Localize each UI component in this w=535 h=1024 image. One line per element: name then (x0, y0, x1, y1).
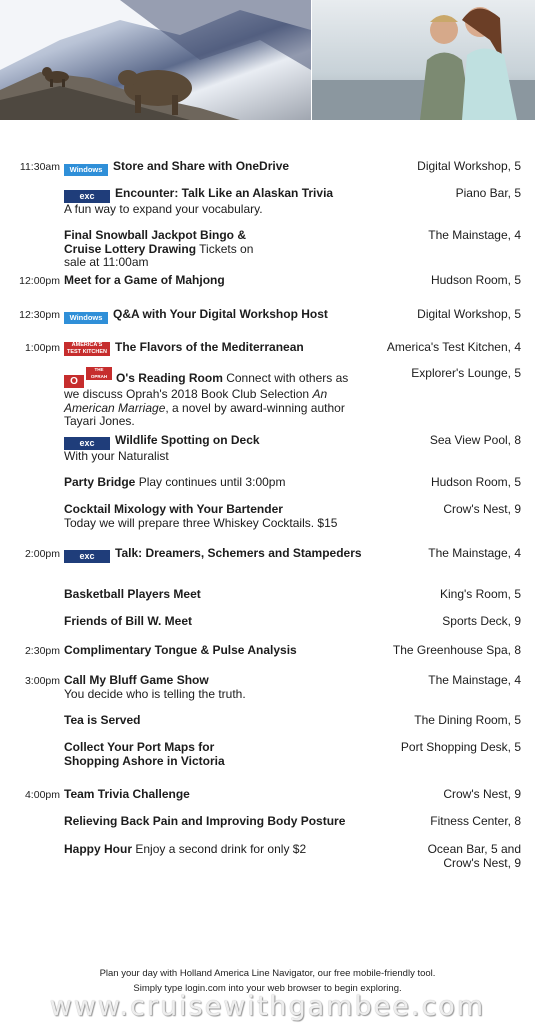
event-details (64, 274, 364, 288)
event-details (64, 714, 364, 728)
event-title: Encounter: Talk Like an Alaskan Trivia (115, 186, 334, 200)
event-details (64, 674, 364, 701)
event-title: Call My Bluff Game Show (64, 673, 209, 687)
event-details (64, 644, 364, 658)
event-title: Talk: Dreamers, Schemers and Stampeders (115, 546, 362, 560)
oprah-o-logo-icon: O (64, 375, 84, 388)
event-title: Meet for a Game of Mahjong (64, 273, 225, 287)
windows-logo-icon: Windows (64, 312, 108, 324)
event-time: 1:00pm (24, 342, 60, 354)
event-title: Friends of Bill W. Meet (64, 614, 193, 628)
event-description: Today we will prepare three Whiskey Cocktails. $15 (64, 515, 338, 530)
event-title: Party Bridge (64, 475, 136, 489)
event-time: 12:30pm (19, 309, 60, 321)
event-description: You decide who is telling the truth. (64, 686, 246, 701)
event-location: Fitness Center, 8 (430, 814, 521, 828)
exc-logo-icon: exc (64, 190, 110, 203)
event-title: Team Trivia Challenge (64, 787, 190, 801)
event-description: Connect with others as we discuss Oprah's 2018 Book Club Selection (64, 371, 349, 401)
event-details (64, 476, 364, 490)
event-location: The Mainstage, 4 (428, 673, 521, 687)
event-location: Piano Bar, 5 (455, 186, 521, 200)
header-photos (0, 0, 535, 120)
event-details (64, 741, 264, 768)
event-details (64, 547, 364, 563)
watermark: www.cruisewithgambee.com (49, 991, 486, 1022)
event-details (64, 503, 364, 530)
bear-photo (0, 0, 311, 120)
event-description: With your Naturalist (64, 449, 169, 463)
book-title: An American Marriage (64, 387, 328, 415)
event-time: 4:00pm (24, 789, 60, 801)
event-title: Final Snowball Jackpot Bingo & Cruise Lottery Drawing (64, 228, 247, 256)
event-location: Crow's Nest, 9 (443, 787, 521, 801)
couple-photo (312, 0, 535, 120)
footer-line-2: Simply type login.com into your web browser to begin exploring. (133, 983, 402, 994)
event-location: Explorer's Lounge, 5 (411, 366, 521, 380)
event-description: Tickets on sale at 11:00am (64, 241, 254, 270)
event-location: Hudson Room, 5 (430, 273, 521, 287)
event-title: Store and Share with OneDrive (113, 159, 290, 173)
event-details (64, 588, 364, 602)
event-details (64, 788, 364, 802)
exc-logo-icon: exc (64, 437, 110, 450)
event-location: The Mainstage, 4 (428, 228, 521, 242)
event-title: Tea is Served (64, 713, 141, 727)
event-time: 3:00pm (24, 675, 60, 687)
event-details (64, 160, 364, 176)
event-details (64, 341, 364, 356)
event-location: The Greenhouse Spa, 8 (392, 643, 521, 657)
event-location: America's Test Kitchen, 4 (386, 340, 521, 354)
oprah-magazine-logo-icon: THE OPRAH MAGAZINE (87, 367, 111, 385)
event-details (64, 367, 349, 429)
event-location: Crow's Nest, 9 (443, 502, 521, 516)
event-title: O's Reading Room (116, 371, 223, 385)
event-time: 2:30pm (24, 645, 60, 657)
event-description: A fun way to expand your vocabulary. (64, 202, 263, 216)
event-details (64, 308, 364, 324)
event-details (64, 229, 269, 270)
event-title: Cocktail Mixology with Your Bartender (64, 502, 283, 516)
event-location: Digital Workshop, 5 (417, 307, 521, 321)
test-kitchen-logo-icon: AMERICA'S TEST KITCHEN (64, 342, 110, 356)
exc-logo-icon: exc (64, 550, 110, 563)
event-time: 12:00pm (19, 275, 60, 287)
event-description: Enjoy a second drink for only $2 (135, 842, 307, 856)
event-details (64, 815, 364, 829)
event-title: Happy Hour (64, 842, 133, 856)
event-location: Hudson Room, 5 (430, 475, 521, 489)
event-description: Play continues until 3:00pm (138, 475, 286, 489)
event-title: Relieving Back Pain and Improving Body Posture (64, 814, 346, 828)
event-title: Wildlife Spotting on Deck (115, 433, 260, 447)
event-location: Sea View Pool, 8 (429, 433, 521, 447)
event-title: Q&A with Your Digital Workshop Host (113, 307, 328, 321)
footer-line-1: Plan your day with Holland America Line Navigator, our free mobile-friendly tool. (99, 968, 436, 979)
event-location: Digital Workshop, 5 (417, 159, 521, 173)
windows-logo-icon: Windows (64, 164, 108, 176)
event-location: Port Shopping Desk, 5 (400, 740, 521, 754)
event-details (64, 843, 334, 857)
event-title: Complimentary Tongue & Pulse Analysis (64, 643, 297, 657)
event-time: 11:30am (19, 161, 60, 173)
event-location: The Mainstage, 4 (428, 546, 521, 560)
event-title: Basketball Players Meet (64, 587, 201, 601)
event-title: The Flavors of the Mediterranean (115, 340, 304, 354)
event-location: Ocean Bar, 5 and Crow's Nest, 9 (427, 842, 521, 870)
event-details (64, 187, 364, 217)
event-description-tail: , a novel by award-winning author Tayari Jones. (64, 400, 345, 429)
event-title: Collect Your Port Maps for Shopping Ashore in Victoria (64, 740, 225, 768)
event-location: King's Room, 5 (440, 587, 521, 601)
event-location: The Dining Room, 5 (414, 713, 521, 727)
event-time: 2:00pm (24, 548, 60, 560)
event-details (64, 615, 364, 629)
event-details (64, 434, 364, 464)
event-location: Sports Deck, 9 (442, 614, 521, 628)
